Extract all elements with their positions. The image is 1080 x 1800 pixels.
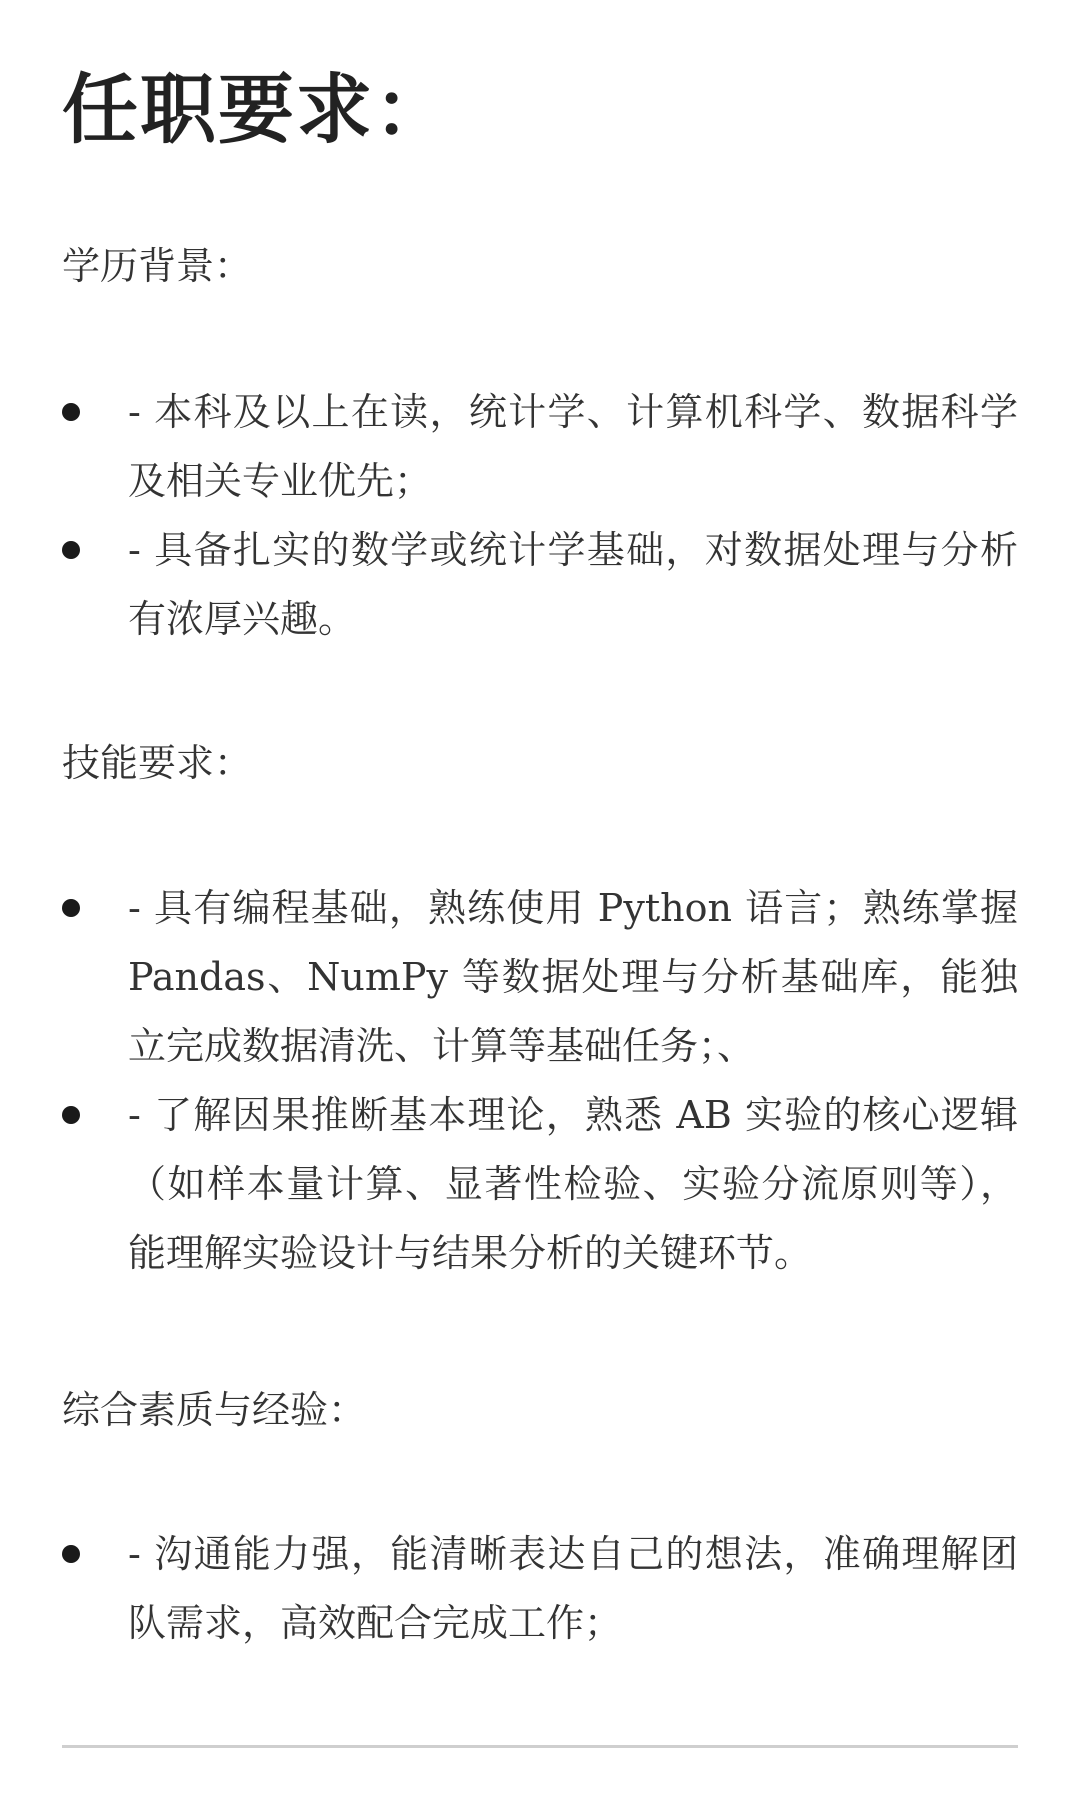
bullet-dot-icon bbox=[62, 899, 80, 917]
list-item-text: - 具备扎实的数学或统计学基础，对数据处理与分析有浓厚兴趣。 bbox=[128, 528, 1018, 641]
list-item bbox=[0, 516, 1080, 654]
page-title: 任职要求： bbox=[62, 65, 452, 154]
list-item bbox=[0, 874, 1080, 1081]
list-item bbox=[0, 378, 1080, 516]
education-list bbox=[0, 378, 1080, 654]
divider bbox=[62, 1745, 1018, 1748]
section-heading-qualities: 综合素质与经验： bbox=[62, 1388, 367, 1432]
skills-list bbox=[0, 874, 1080, 1288]
bullet-dot-icon bbox=[62, 403, 80, 421]
bullet-dot-icon bbox=[62, 1106, 80, 1124]
list-item-text: - 沟通能力强，能清晰表达自己的想法，准确理解团队需求，高效配合完成工作； bbox=[128, 1532, 1018, 1645]
section-heading-skills: 技能要求： bbox=[62, 741, 253, 785]
list-item-text: - 了解因果推断基本理论，熟悉 AB 实验的核心逻辑（如样本量计算、显著性检验、实验分流原则等），能理解实验设计与结果分析的关键环节。 bbox=[128, 1093, 1018, 1275]
bullet-dot-icon bbox=[62, 1545, 80, 1563]
list-item-text: - 具有编程基础，熟练使用 Python 语言；熟练掌握 Pandas、NumPy 等数据处理与分析基础库，能独立完成数据清洗、计算等基础任务；、 bbox=[128, 886, 1018, 1068]
section-heading-education: 学历背景： bbox=[62, 244, 253, 288]
qualities-list bbox=[0, 1520, 1080, 1658]
list-item bbox=[0, 1520, 1080, 1658]
bullet-dot-icon bbox=[62, 541, 80, 559]
list-item bbox=[0, 1081, 1080, 1288]
list-item-text: - 本科及以上在读，统计学、计算机科学、数据科学及相关专业优先； bbox=[128, 390, 1018, 503]
